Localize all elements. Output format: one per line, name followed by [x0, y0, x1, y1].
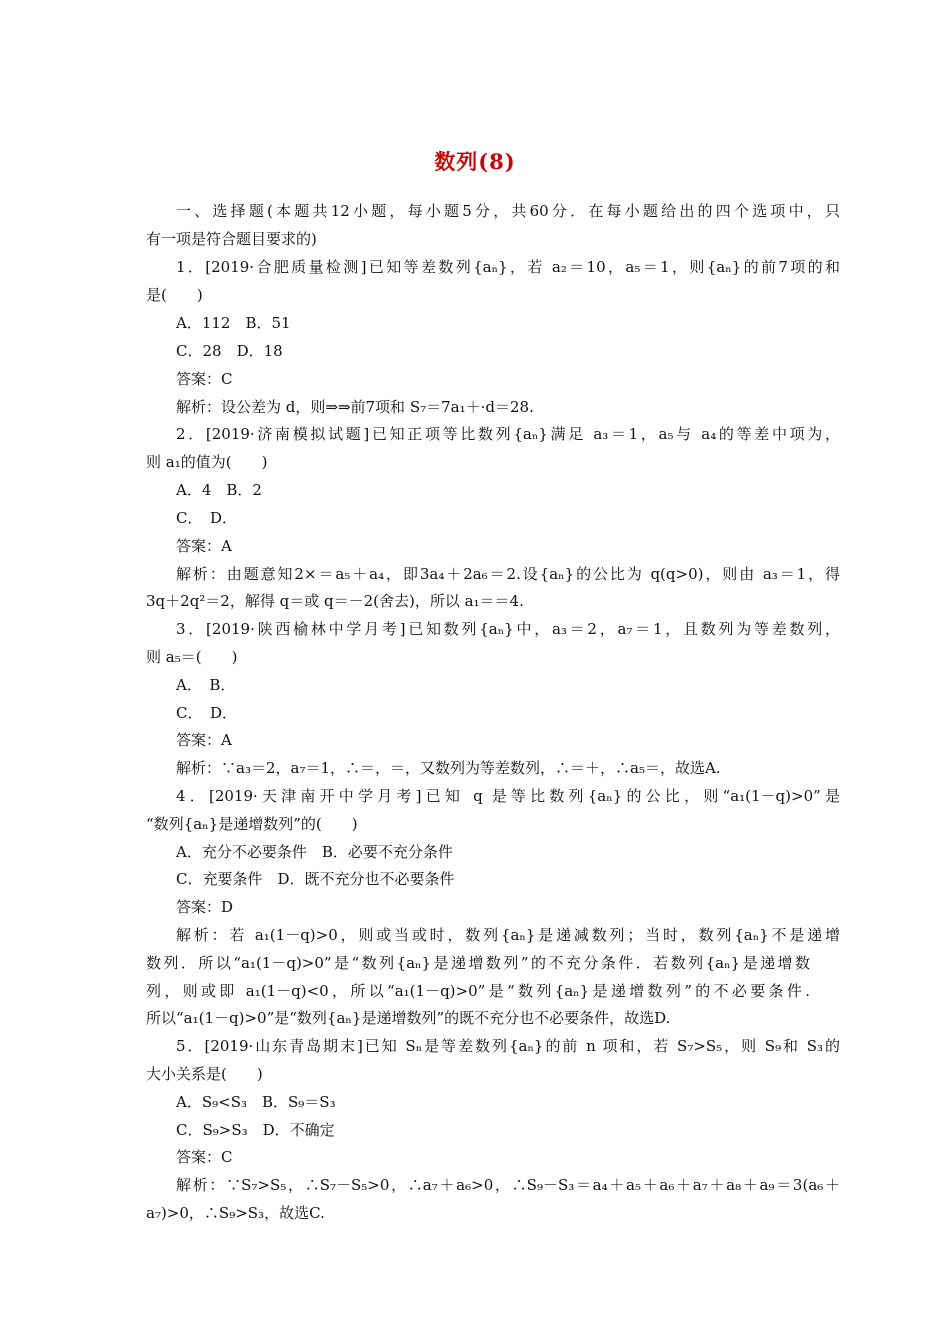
question-3-analysis: 解析：∵a₃＝2，a₇＝1，∴＝，＝，又数列为等差数列，∴＝＋，∴a₅＝，故选A.	[176, 759, 721, 777]
question-1-cont: 是( )	[146, 286, 203, 304]
question-4-analysis-cont-3: 所以“a₁(1－q)>0”是“数列{aₙ}是递增数列”的既不充分也不必要条件，故选D.	[146, 1009, 671, 1027]
question-2-cont: 则 a₁的值为( )	[146, 453, 268, 471]
question-4-analysis-cont-1: 数列．所以“a₁(1－q)>0”是“数列{aₙ}是递增数列”的不充分条件．若数列{aₙ}是递增数	[146, 954, 810, 972]
question-4: 4．[2019·天津南开中学月考]已知 q 是等比数列{aₙ}的公比，则“a₁(1－q)>0”是	[176, 787, 840, 805]
question-3-cont: 则 a₅＝( )	[146, 648, 238, 666]
question-4-analysis-cont-2: 列，则或即 a₁(1－q)<0，所以“a₁(1－q)>0”是“数列{aₙ}是递增数列”的不必要条件.	[146, 982, 810, 1000]
section-heading-cont: 有一项是符合题目要求的)	[146, 230, 317, 248]
question-2: 2．[2019·济南模拟试题]已知正项等比数列{aₙ}满足 a₃＝1，a₅与 a₄的等差中项为，	[176, 425, 840, 443]
question-5: 5．[2019·山东青岛期末]已知 Sₙ是等差数列{aₙ}的前 n 项和，若 S₇>S₅，则 S₉和 S₃的	[176, 1037, 840, 1055]
question-1-analysis: 解析：设公差为 d，则⇒⇒前7项和 S₇＝7a₁＋·d＝28.	[176, 398, 534, 416]
question-3-answer: 答案：A	[176, 731, 232, 749]
question-5-analysis: 解析：∵S₇>S₅，∴S₇－S₅>0，∴a₇＋a₆>0，∴S₉－S₃＝a₄＋a₅＋a₆＋a₇＋a₈＋a₉＝3(a₆＋	[176, 1176, 840, 1194]
question-4-options-ab: A．充分不必要条件 B．必要不充分条件	[176, 843, 453, 861]
question-2-answer: 答案：A	[176, 537, 232, 555]
question-3-options-ab: A． B．	[176, 676, 236, 694]
question-3-options-cd: C． D．	[176, 704, 238, 722]
question-2-analysis-cont: 3q＋2q²＝2，解得 q＝或 q＝－2(舍去)，所以 a₁＝＝4.	[146, 592, 524, 610]
question-5-cont: 大小关系是( )	[146, 1065, 263, 1083]
question-1-answer: 答案：C	[176, 370, 233, 388]
page-title: 数列(8)	[434, 149, 516, 174]
question-4-options-cd: C．充要条件 D．既不充分也不必要条件	[176, 870, 455, 888]
question-3: 3．[2019·陕西榆林中学月考]已知数列{aₙ}中，a₃＝2，a₇＝1，且数列为等差数列，	[176, 620, 840, 638]
question-4-analysis: 解析：若 a₁(1－q)>0，则或当或时，数列{aₙ}是递减数列；当时，数列{aₙ}不是递增	[176, 926, 840, 944]
question-1-options-cd: C．28 D．18	[176, 342, 283, 360]
section-heading: 一、选择题(本题共12小题，每小题5分，共60分．在每小题给出的四个选项中，只	[176, 202, 840, 220]
question-5-analysis-cont: a₇)>0，∴S₉>S₃，故选C.	[146, 1204, 325, 1222]
question-2-analysis: 解析：由题意知2×＝a₅＋a₄，即3a₄＋2a₆＝2.设{aₙ}的公比为 q(q>0)，则由 a₃＝1，得	[176, 565, 840, 583]
question-1-options-ab: A．112 B．51	[176, 314, 291, 332]
question-5-options-cd: C．S₉>S₃ D．不确定	[176, 1121, 335, 1139]
question-5-answer: 答案：C	[176, 1148, 233, 1166]
question-4-cont: “数列{aₙ}是递增数列”的( )	[146, 815, 358, 833]
question-1: 1．[2019·合肥质量检测]已知等差数列{aₙ}，若 a₂＝10，a₅＝1，则{aₙ}的前7项的和	[176, 258, 840, 276]
question-5-options-ab: A．S₉<S₃ B．S₉＝S₃	[176, 1093, 336, 1111]
question-2-options-cd: C． D．	[176, 509, 238, 527]
question-2-options-ab: A．4 B．2	[176, 481, 262, 499]
question-4-answer: 答案：D	[176, 898, 234, 916]
